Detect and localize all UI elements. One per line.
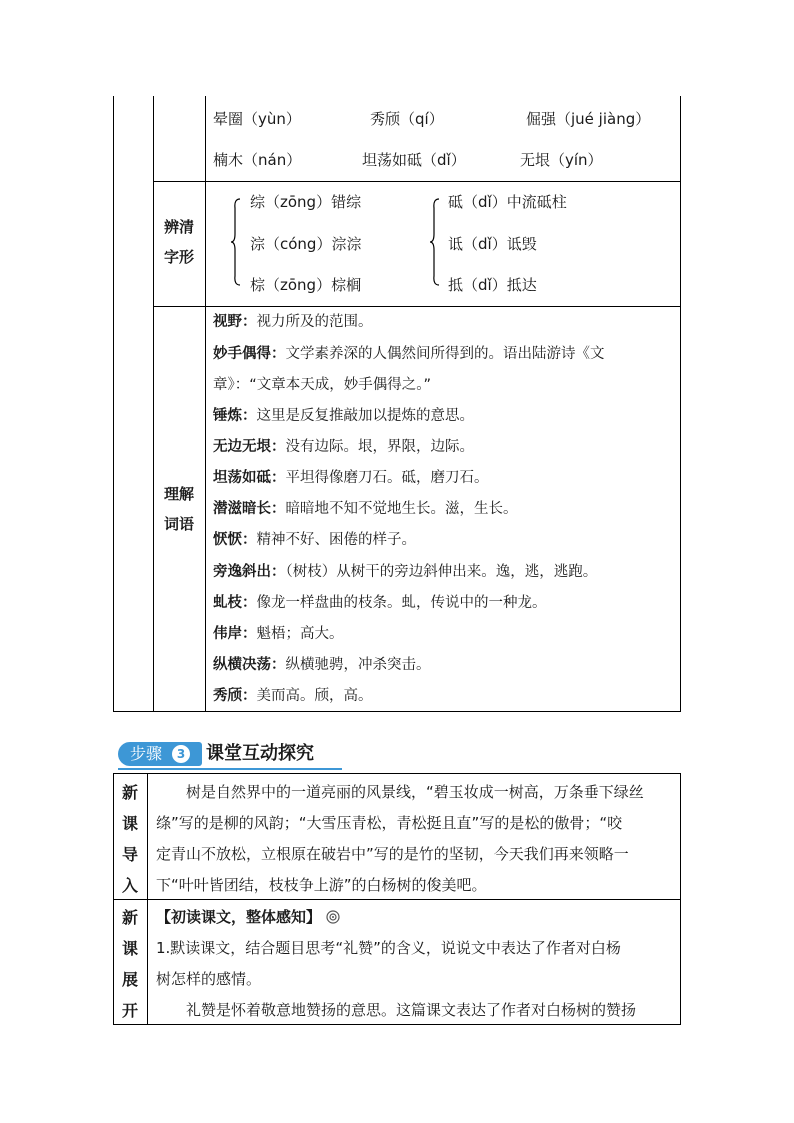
section-heading: 【初读课文，整体感知】	[156, 902, 340, 933]
intro-label-2: 课	[121, 814, 138, 833]
step-title: 课堂互动探究	[206, 743, 314, 764]
definition-item: 妙手偶得：文学素养深的人偶然间所得到的。语出陆游诗《文	[213, 346, 605, 362]
target-icon	[326, 910, 340, 924]
cong-congcong: 淙（cóng）淙淙	[250, 235, 362, 253]
expand-label-3: 展	[121, 970, 138, 989]
zong-zonglv: 棕（zōng）棕榈	[250, 276, 362, 294]
answer-line: 礼赞是怀着敬意地赞扬的意思。这篇课文表达了作者对白杨树的赞扬	[156, 1001, 637, 1019]
bianqing-label-2: 字形	[163, 248, 194, 266]
definition-item: 坦荡如砥：平坦得像磨刀石。砥，磨刀石。	[213, 470, 489, 486]
intro-label-3: 导	[121, 845, 138, 864]
di-dihui: 诋（dǐ）诋毁	[448, 235, 537, 253]
pinyin-wuyin: 无垠（yín）	[520, 151, 603, 169]
definition-item: 恹恹：精神不好、困倦的样子。	[213, 532, 416, 548]
step-number-badge: 3	[172, 745, 190, 763]
question-line: 1.默读课文，结合题目思考“礼赞”的含义，说说文中表达了作者对白杨	[156, 939, 621, 957]
pinyin-nanmu: 楠木（nán）	[213, 151, 302, 169]
intro-line: 树是自然界中的一道亮丽的风景线，“碧玉妆成一树高，万条垂下绿丝	[156, 783, 644, 801]
left-brace-icon	[231, 198, 241, 286]
expand-label-1: 新	[121, 908, 138, 927]
definition-item: 视野：视力所及的范围。	[213, 314, 373, 330]
lijie-label-2: 词语	[163, 515, 194, 533]
lijie-label-1: 理解	[163, 485, 194, 503]
definition-item: 虬枝：像龙一样盘曲的枝条。虬，传说中的一种龙。	[213, 595, 547, 611]
bianqing-label-1: 辨清	[163, 218, 194, 236]
intro-label-4: 入	[121, 876, 138, 895]
definition-item: 潜滋暗长：暗暗地不知不觉地生长。滋，生长。	[213, 501, 518, 517]
definition-item: 锤炼：这里是反复推敲加以提炼的意思。	[213, 408, 474, 424]
definition-item: 无边无垠：没有边际。垠，界限，边际。	[213, 439, 474, 455]
di-zhongliudizhu: 砥（dǐ）中流砥柱	[448, 193, 567, 211]
intro-line: 下“叶叶皆团结，枝枝争上游”的白杨树的俊美吧。	[156, 876, 487, 894]
intro-line: 绦”写的是柳的风韵；“大雪压青松，青松挺且直”写的是松的傲骨；“咬	[156, 814, 623, 832]
pinyin-xiuqi: 秀颀（qí）	[370, 110, 444, 128]
pinyin-tandang: 坦荡如砥（dǐ）	[362, 151, 466, 169]
question-line: 树怎样的感情。	[156, 970, 262, 988]
intro-line: 定青山不放松，立根原在破岩中”写的是竹的坚韧，今天我们再来领略一	[156, 845, 629, 863]
step-tab	[118, 742, 202, 766]
expand-label-2: 课	[121, 939, 138, 958]
definition-item: 章》：“文章本天成，妙手偶得之。”	[213, 377, 432, 393]
intro-label-1: 新	[121, 783, 138, 802]
definition-item: 秀颀：美而高。颀，高。	[213, 688, 373, 704]
step-underline	[118, 768, 342, 770]
expand-label-4: 开	[121, 1001, 138, 1020]
di-dida: 抵（dǐ）抵达	[448, 276, 537, 294]
step-prefix: 步骤	[130, 744, 163, 763]
left-brace-icon	[430, 198, 440, 286]
zong-cuozong: 综（zōng）错综	[250, 193, 362, 211]
definition-item: 伟岸：魁梧；高大。	[213, 626, 344, 642]
pinyin-yunquan: 晕圈（yùn）	[213, 110, 301, 128]
definition-item: 旁逸斜出：（树枝）从树干的旁边斜伸出来。逸，逃，逃跑。	[213, 564, 598, 580]
pinyin-juejiang: 倔强（jué jiàng）	[526, 110, 651, 128]
definition-item: 纵横决荡：纵横驰骋，冲杀突击。	[213, 657, 431, 673]
